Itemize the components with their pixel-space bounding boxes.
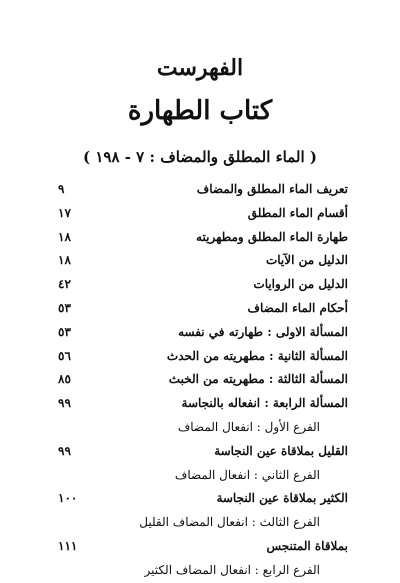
toc-entry-page-number: ١١١ xyxy=(58,538,78,553)
toc-entry-page-number: ٤٢ xyxy=(58,277,71,292)
toc-entry xyxy=(58,416,348,440)
toc-entry-title: بملاقاة المتنجس xyxy=(266,538,348,553)
toc-entry-title: طهارة الماء المطلق ومطهريته xyxy=(196,229,348,244)
toc-entry-title: الفرع الثالث : انفعال المضاف القليل xyxy=(139,515,320,530)
toc-entry xyxy=(58,321,348,345)
toc-entry-title: تعريف الماء المطلق والمضاف xyxy=(196,182,348,196)
toc-entry xyxy=(58,273,348,297)
toc-entry-title: الفرع الرابع : انفعال المضاف الكثير xyxy=(144,562,320,577)
toc-entry-page-number: ١٨ xyxy=(58,229,71,244)
toc-entry-title: المسألة الثالثة : مطهريته من الخبث xyxy=(168,372,348,387)
toc-entry-title: الفرع الأول : انفعال المضاف xyxy=(177,419,320,434)
toc-entry xyxy=(58,440,348,464)
toc-entry xyxy=(58,297,348,321)
toc-entry-page-number: ٩٩ xyxy=(58,443,71,458)
toc-entry xyxy=(58,249,348,273)
toc-entry-title: المسألة الثانية : مطهريته من الحدث xyxy=(166,348,348,363)
toc-entry xyxy=(58,392,348,416)
book-title: كتاب الطهارة xyxy=(127,96,273,126)
toc-entry xyxy=(58,511,348,535)
toc-entry-title: المسألة الرابعة : انفعاله بالنجاسة xyxy=(181,396,348,411)
toc-entry-page-number: ١٧ xyxy=(58,205,71,220)
toc-entry-title: الكثير بملاقاة عين النجاسة xyxy=(216,491,348,506)
toc-entry-title: الدليل من الآيات xyxy=(265,253,348,268)
toc-entry-page-number: ٨٥ xyxy=(58,372,71,387)
toc-entry-title: الفرع الثاني : انفعال المضاف xyxy=(174,467,320,482)
toc-entry xyxy=(58,535,348,559)
toc-entry xyxy=(58,368,348,392)
toc-entry-page-number: ١٠٠ xyxy=(58,491,78,506)
toc-entry xyxy=(58,464,348,488)
toc-entry-title: أحكام الماء المضاف xyxy=(247,300,348,315)
section-title: ( الماء المطلق والمضاف : ٧ - ١٩٨ ) xyxy=(83,148,317,166)
toc-entry xyxy=(58,202,348,226)
toc-entry-title: المسألة الاولى : طهارته في نفسه xyxy=(178,324,348,339)
toc-entry-title: القليل بملاقاة عين النجاسة xyxy=(214,443,348,458)
toc-entry-page-number: ٩٩ xyxy=(58,396,71,411)
toc-entry xyxy=(58,226,348,250)
toc-entry-page-number: ٥٣ xyxy=(58,324,71,339)
toc-entry xyxy=(58,178,348,202)
index-title: الفهرست xyxy=(156,55,244,81)
toc-entry-title: أقسام الماء المطلق xyxy=(247,205,348,220)
toc-entry xyxy=(58,345,348,369)
toc-entry-page-number: ٩ xyxy=(58,182,65,196)
toc-entry-page-number: ٥٣ xyxy=(58,300,71,315)
toc-entry xyxy=(58,559,348,583)
table-of-contents xyxy=(58,178,348,583)
toc-entry-page-number: ٥٦ xyxy=(58,348,71,363)
toc-entry xyxy=(58,487,348,511)
toc-entry-page-number: ١٨ xyxy=(58,253,71,268)
toc-entry-title: الدليل من الروايات xyxy=(253,277,348,292)
